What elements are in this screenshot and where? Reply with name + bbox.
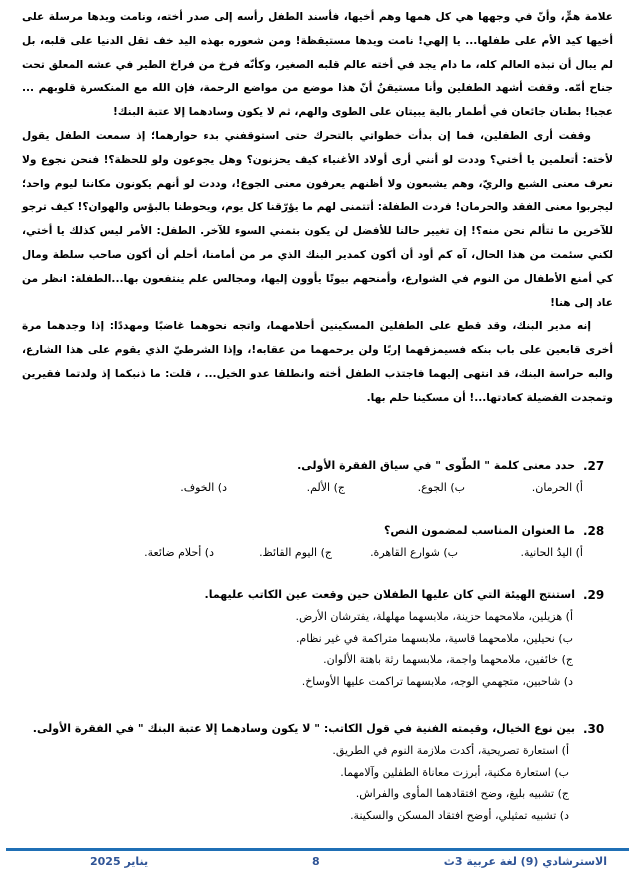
option-a[interactable]: أ) اليدُ الحانية. xyxy=(520,546,583,559)
option-d[interactable]: د) شاحبين، متجهمي الوجه، ملابسهما تراكمت عليها الأوساخ. xyxy=(301,674,573,688)
question-30 xyxy=(22,718,613,826)
question-number: .29 xyxy=(583,588,605,602)
footer-date: يناير 2025 xyxy=(90,855,149,868)
question-text: استنتج الهيئة التي كان عليها الطفلان حين وقعت عين الكاتب عليهما. xyxy=(204,588,575,601)
option-d[interactable]: د) الخوف. xyxy=(180,481,227,494)
question-29 xyxy=(22,584,613,692)
option-c[interactable]: ج) الألم. xyxy=(306,481,345,494)
option-d[interactable]: د) أحلام ضائعة. xyxy=(144,546,214,559)
footer-divider xyxy=(6,848,629,851)
question-text: حدد معنى كلمة " الطّوى " في سياق الفقرة الأولى. xyxy=(297,459,575,472)
option-d[interactable]: د) تشبيه تمثيلي، أوضح افتقاد المسكن والسكينة. xyxy=(350,808,569,822)
option-a[interactable]: أ) الحرمان. xyxy=(531,481,583,494)
footer-exam-title: الاسترشادي (9) لغة عربية 3ث xyxy=(443,855,607,868)
question-number: .30 xyxy=(583,722,605,736)
option-c[interactable]: ج) تشبيه بليغ، وضح افتقادهما المأوى والفراش. xyxy=(355,787,569,800)
question-28 xyxy=(22,520,613,564)
page-number: 8 xyxy=(312,855,320,868)
question-number: .28 xyxy=(583,524,605,538)
option-b[interactable]: ب) استعارة مكنية، أبرزت معاناة الطفلين وآلامهما. xyxy=(340,765,569,779)
page-footer xyxy=(0,853,635,873)
option-b[interactable]: ب) نحيلين، ملامحهما قاسية، ملابسهما متراكمة في غير نظام. xyxy=(295,631,573,645)
option-a[interactable]: أ) استعارة تصريحية، أكدت ملازمة النوم في الطريق. xyxy=(332,744,569,757)
reading-passage xyxy=(22,6,613,411)
passage-paragraph: وقفت أرى الطفلين، فما إن بدأت خطواتي بالتحرك حتى استوقفني بدء حوارهما؛ إذ سمعت الطفل يقول لأخته: أتعلمين يا أختي؟ وددت لو أنني أرى أولاد الأغنياء كيف يحزنون؟ وهل يجوعون ولو للحظة؟! فنحن نجوع ولا نعرف معنى الشبع والريّ، وهم يشبعون ولا أظنهم يعرفون معنى الجوع!، وددت لو أنهم يكونون مكاننا ليوم واحد؛ ليجربوا معنى الفقد والحرمان! فردت الطفلة: أتتمنى لهم ما يؤرّقنا كل يوم، ويحوطنا بالبؤس والهوان؟! كيف ترجو للآخرين ما تتألم نحن منه؟! إن تغيير حالنا للأفضل لن يكون بتمني السوء للآخر. الطفل: الأمر ليس كذلك يا أختي، لكني سئمت من هذا الحال، آه كم أود أن أكون كمدير البنك الذي مر من أمامنا، أحلم أن أكون صاحب سلطة ومال كي أمنع الأطفال من النوم في الشوارع، وأمنحهم بيوتًا يأوون إليها، ومجالس علم ينتفعون بها...الطفلة: انظر من عاد إلى هنا! xyxy=(22,129,613,309)
option-c[interactable]: ج) خائفين، ملامحهما واجمة، ملابسهما رثة باهتة الألوان. xyxy=(323,653,573,666)
option-a[interactable]: أ) هزيلين، ملامحهما حزينة، ملابسهما مهلهلة، يفترشان الأرض. xyxy=(295,610,573,623)
passage-paragraph: علامة همٍّ، وأنّ في وجهها هي كل همها وهم أخيها، فأسند الطفل رأسه إلى صدر أخته، ونامت ويدها مرسلة على أخيها كيد الأم على طفلها... يا إلهي! نامت ويدها مستيقظة! ومن شعوره بهذه اليد خف ثقل الدنيا على قلبه، بل لم يبال أن تبذه العالم كله، ما دام يجد في أخته عالم قلبه الصغير، وكأنّه فرخ من فراخ الطير في عشه المعلق تحت جناح أمّه. وقفت أشهد الطفلين وأنا مستيقنٌ أنّ هذا موضع من مواضع الرحمة، فإن الله مع المنكسرة قلوبهم ... عجبا! بطنان جائعان في أطمار بالية يبيتان على الطوى والهم، ثم لا يكون وسادهما إلا عتبة البنك! xyxy=(22,11,613,119)
option-b[interactable]: ب) الجوع. xyxy=(417,481,465,494)
option-b[interactable]: ب) شوارع القاهرة. xyxy=(370,546,458,559)
passage-paragraph: إنه مدير البنك، وقد قطع على الطفلين المسكينين أحلامهما، واتجه نحوهما غاضبًا ومهددًا: إذا وجدهما مرة أخرى قابعين على باب بنكه فسيمزقهما إربًا ولن يرحمهما من عقابه!، وإذا الشرطيّ الذي يقوم على هذا الشارع، والبه حراسة البنك، قد انتهى إليهما فاجتذب الطفل أخته وانطلقا عدو الخيل... ، قلت: ما ذنبكما إذ ولدتما فقيرين وتمجدت الفضيلة كعادتها...! أن مسكينا حلم بها. xyxy=(22,320,613,404)
question-text: ما العنوان المناسب لمضمون النص؟ xyxy=(383,524,575,537)
question-27 xyxy=(22,455,613,499)
question-number: .27 xyxy=(583,459,605,473)
option-c[interactable]: ج) اليوم القائظ. xyxy=(259,546,332,559)
question-text: بين نوع الخيال، وقيمته الفنية في قول الكاتب: " لا يكون وسادهما إلا عتبة البنك " في الفقرة الأولى. xyxy=(32,722,575,735)
